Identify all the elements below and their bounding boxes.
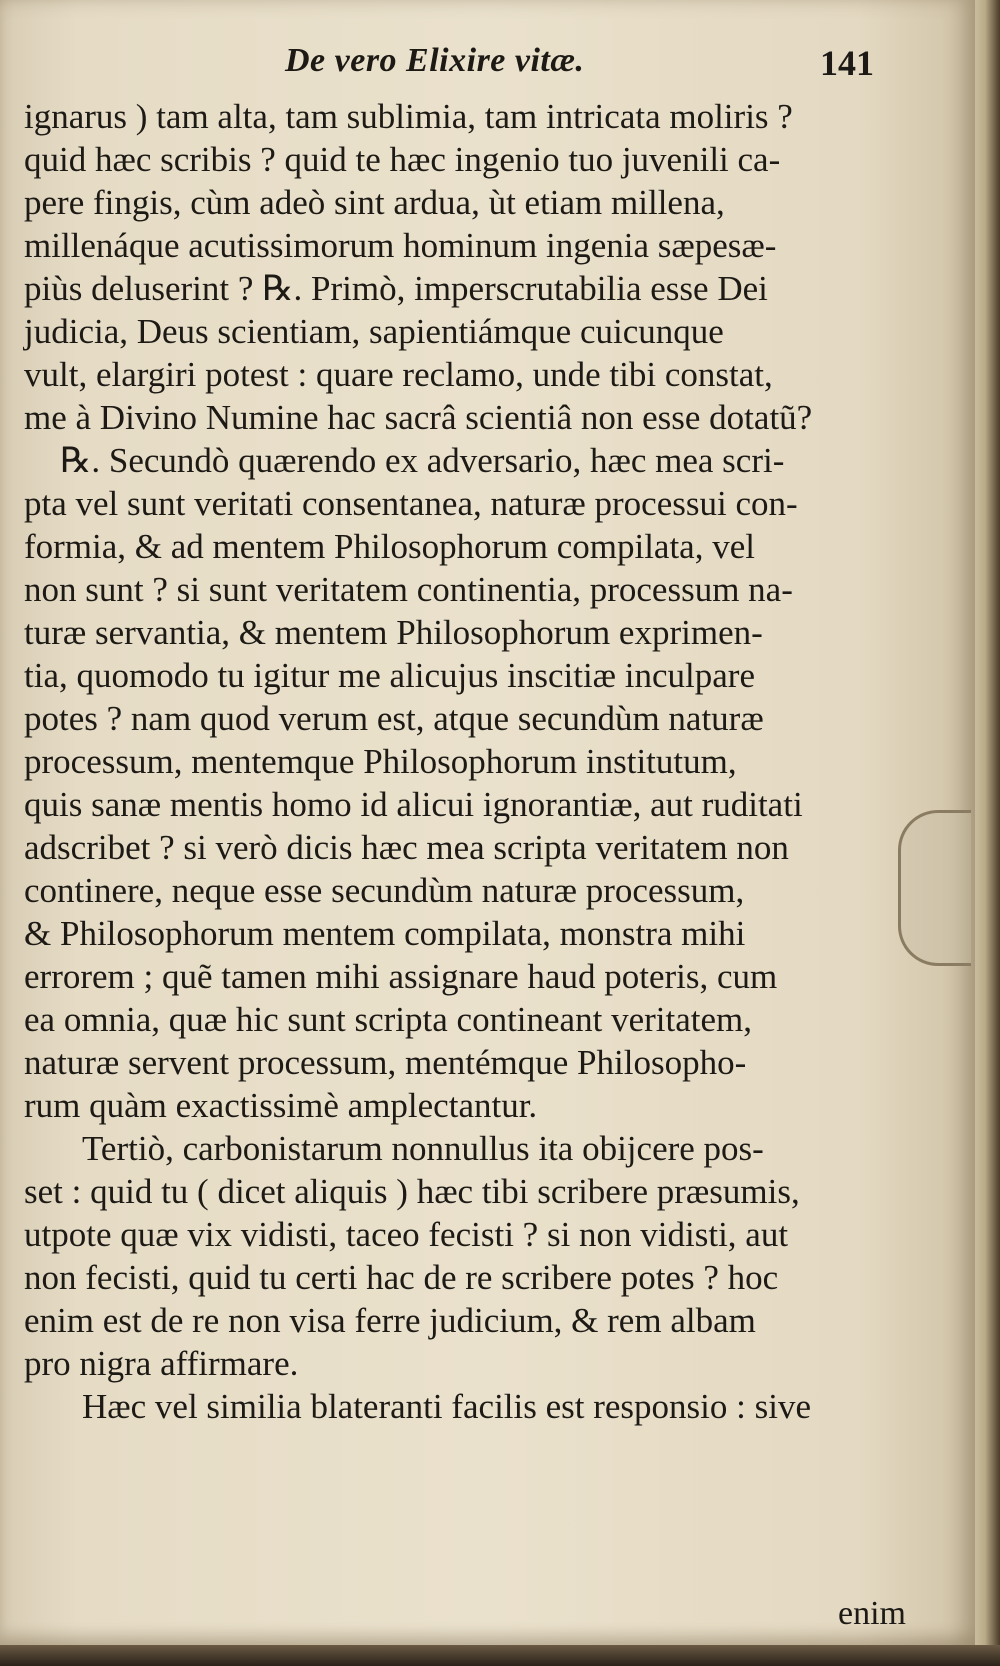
- catchword: enim: [838, 1595, 906, 1632]
- text-line: formia, & ad mentem Philosophorum compilata, vel: [24, 527, 755, 566]
- text-line: Hæc vel similia blateranti facilis est responsio : sive: [82, 1387, 812, 1426]
- text-line: pere fingis, cùm adeò sint ardua, ùt etiam millena,: [24, 183, 725, 222]
- text-line: enim est de re non visa ferre judicium, & rem albam: [24, 1301, 756, 1340]
- page-header: [0, 42, 975, 92]
- text-line: errorem ; quẽ tamen mihi assignare haud poteris, cum: [24, 957, 778, 996]
- text-line: me à Divino Numine hac sacrâ scientiâ non esse dotatũ?: [24, 398, 813, 437]
- page-edge-bottom: [0, 1645, 1000, 1666]
- running-head: De vero Elixire vitæ.: [285, 42, 585, 79]
- text-line: non fecisti, quid tu certi hac de re scribere potes ? hoc: [24, 1258, 779, 1297]
- text-line: potes ? nam quod verum est, atque secundùm naturæ: [24, 699, 764, 738]
- text-line: utpote quæ vix vidisti, taceo fecisti ? si non vidisti, aut: [24, 1215, 789, 1254]
- text-line: Tertiò, carbonistarum nonnullus ita obijcere pos-: [82, 1129, 764, 1168]
- text-line: tia, quomodo tu igitur me alicujus inscitiæ inculpare: [24, 656, 755, 695]
- text-line: set : quid tu ( dicet aliquis ) hæc tibi scribere præsumis,: [24, 1172, 800, 1211]
- text-line: quid hæc scribis ? quid te hæc ingenio tuo juvenili ca-: [24, 140, 781, 179]
- page-number: 141: [820, 43, 874, 83]
- page-clip: [898, 810, 971, 966]
- text-line: piùs deluserint ? ℞. Primò, imperscrutabilia esse Dei: [24, 269, 768, 308]
- text-line: pta vel sunt veritati consentanea, naturæ processui con-: [24, 484, 798, 523]
- text-line: vult, elargiri potest : quare reclamo, unde tibi constat,: [24, 355, 773, 394]
- page-edge-right: [975, 0, 1000, 1666]
- text-line: turæ servantia, & mentem Philosophorum exprimen-: [24, 613, 763, 652]
- text-line: & Philosophorum mentem compilata, monstra mihi: [24, 914, 746, 953]
- text-line: ea omnia, quæ hic sunt scripta contineant veritatem,: [24, 1000, 752, 1039]
- text-line: judicia, Deus scientiam, sapientiámque cuicunque: [24, 312, 724, 351]
- text-line: ignarus ) tam alta, tam sublimia, tam intricata moliris ?: [24, 97, 793, 136]
- text-line: quis sanæ mentis homo id alicui ignorantiæ, aut ruditati: [24, 785, 803, 824]
- text-line: naturæ servent processum, mentémque Philosopho-: [24, 1043, 747, 1082]
- text-line: processum, mentemque Philosophorum institutum,: [24, 742, 737, 781]
- text-line: pro nigra affirmare.: [24, 1344, 299, 1383]
- text-line: ℞. Secundò quærendo ex adversario, hæc mea scri-: [60, 441, 785, 480]
- text-line: rum quàm exactissimè amplectantur.: [24, 1086, 538, 1125]
- text-line: non sunt ? si sunt veritatem continentia, processum na-: [24, 570, 793, 609]
- text-line: adscribet ? si verò dicis hæc mea scripta veritatem non: [24, 828, 789, 867]
- text-line: continere, neque esse secundùm naturæ processum,: [24, 871, 745, 910]
- text-line: millenáque acutissimorum hominum ingenia sæpesæ-: [24, 226, 777, 265]
